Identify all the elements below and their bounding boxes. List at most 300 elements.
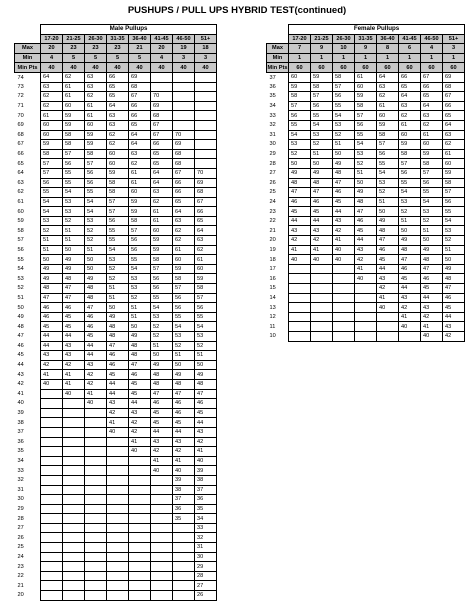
male-score-cell: 48	[195, 379, 217, 389]
male-score-cell: 48	[85, 293, 107, 303]
female-score-cell: 59	[443, 168, 465, 178]
male-score-cell	[107, 514, 129, 524]
male-max-row	[15, 44, 217, 54]
male-score-row	[15, 360, 217, 370]
female-score-cell: 46	[377, 245, 399, 255]
male-pullup-count-label: 35	[17, 448, 24, 455]
female-score-cell: 61	[443, 149, 465, 159]
male-max-value: 19	[173, 44, 195, 54]
female-score-cell: 46	[421, 274, 443, 284]
male-score-cell: 44	[129, 399, 151, 409]
female-score-cell: 44	[311, 216, 333, 226]
male-score-cell: 45	[173, 418, 195, 428]
male-score-cell	[63, 581, 85, 591]
female-score-cell: 40	[333, 245, 355, 255]
female-score-cell: 58	[377, 130, 399, 140]
male-score-row	[15, 188, 217, 198]
female-corner-blank	[267, 25, 289, 35]
male-score-cell	[151, 495, 173, 505]
male-score-cell: 40	[41, 379, 63, 389]
female-pullup-count-label: 33	[269, 112, 276, 119]
male-score-row	[15, 130, 217, 140]
male-score-row	[15, 523, 217, 533]
male-score-cell: 59	[63, 111, 85, 121]
male-score-cell: 60	[107, 149, 129, 159]
male-score-cell: 26	[195, 591, 217, 601]
male-score-cell: 49	[151, 360, 173, 370]
male-score-cell: 45	[41, 322, 63, 332]
male-score-cell: 55	[41, 188, 63, 198]
female-pullup-count-label: 12	[269, 314, 276, 321]
male-max-value: 23	[63, 44, 85, 54]
male-score-cell	[129, 475, 151, 485]
male-pullup-count-label: 31	[17, 486, 24, 493]
female-score-cell: 57	[289, 101, 311, 111]
female-score-cell: 42	[399, 303, 421, 313]
male-score-cell	[151, 581, 173, 591]
female-score-cell: 65	[399, 82, 421, 92]
male-score-cell	[85, 562, 107, 572]
male-score-cell: 42	[195, 437, 217, 447]
female-pullup-count-label: 20	[269, 237, 276, 244]
male-pullup-count-label: 56	[17, 246, 24, 253]
female-score-cell: 40	[421, 332, 443, 342]
male-score-cell: 35	[195, 504, 217, 514]
male-score-cell	[85, 456, 107, 466]
male-score-cell: 64	[41, 72, 63, 82]
female-score-cell: 50	[355, 178, 377, 188]
female-score-cell	[311, 284, 333, 294]
male-score-cell: 65	[195, 216, 217, 226]
male-score-cell	[85, 543, 107, 553]
male-age-group-header: 21-25	[63, 34, 85, 44]
male-score-cell: 56	[129, 245, 151, 255]
male-score-cell: 54	[63, 188, 85, 198]
female-score-cell: 54	[333, 111, 355, 121]
male-score-cell: 58	[151, 255, 173, 265]
male-min-value: 5	[85, 53, 107, 63]
male-score-row	[15, 293, 217, 303]
male-score-row	[15, 504, 217, 514]
female-score-cell: 58	[399, 149, 421, 159]
male-score-cell	[63, 504, 85, 514]
male-score-cell: 42	[151, 447, 173, 457]
female-min_pts-value: 60	[311, 63, 333, 73]
male-pullup-count-label: 42	[17, 381, 24, 388]
female-score-row	[267, 111, 465, 121]
male-score-cell	[195, 101, 217, 111]
female-score-cell: 51	[399, 216, 421, 226]
female-score-cell: 65	[443, 111, 465, 121]
female-score-cell: 53	[289, 140, 311, 150]
male-score-cell: 43	[151, 437, 173, 447]
male-score-cell	[151, 562, 173, 572]
male-score-cell: 62	[41, 92, 63, 102]
female-score-cell: 64	[377, 72, 399, 82]
male-score-row	[15, 149, 217, 159]
male-score-cell: 47	[129, 360, 151, 370]
male-score-cell: 44	[151, 427, 173, 437]
male-score-row	[15, 140, 217, 150]
male-min_pts-value: 40	[173, 63, 195, 73]
female-score-cell	[289, 264, 311, 274]
male-score-cell: 54	[85, 207, 107, 217]
male-score-cell: 50	[129, 322, 151, 332]
female-score-cell: 42	[355, 255, 377, 265]
male-score-cell: 65	[173, 197, 195, 207]
female-score-cell: 48	[421, 255, 443, 265]
male-score-cell: 46	[173, 399, 195, 409]
female-pullup-count-label: 11	[269, 323, 276, 330]
female-score-cell: 58	[355, 101, 377, 111]
female-score-cell: 60	[289, 72, 311, 82]
male-score-cell: 41	[63, 379, 85, 389]
male-score-cell: 47	[85, 303, 107, 313]
female-score-cell: 53	[399, 197, 421, 207]
male-score-cell: 50	[63, 245, 85, 255]
male-pullup-count-label: 58	[17, 227, 24, 234]
female-score-cell: 60	[399, 130, 421, 140]
male-score-cell	[63, 447, 85, 457]
male-score-cell: 70	[151, 92, 173, 102]
male-score-row	[15, 437, 217, 447]
male-score-cell	[195, 72, 217, 82]
female-score-cell: 43	[355, 245, 377, 255]
male-score-cell: 58	[173, 274, 195, 284]
female-score-cell: 51	[311, 149, 333, 159]
female-score-row	[267, 140, 465, 150]
female-score-cell	[333, 332, 355, 342]
male-max-value: 23	[85, 44, 107, 54]
male-score-cell: 45	[151, 408, 173, 418]
female-score-cell	[311, 293, 333, 303]
male-score-cell: 50	[85, 255, 107, 265]
male-score-cell: 48	[151, 379, 173, 389]
male-score-cell: 57	[107, 207, 129, 217]
male-score-cell: 61	[129, 168, 151, 178]
male-pullup-count-label: 25	[17, 544, 24, 551]
male-score-cell: 57	[195, 293, 217, 303]
male-min-value: 3	[195, 53, 217, 63]
male-score-cell: 47	[195, 389, 217, 399]
male-score-cell: 69	[151, 101, 173, 111]
male-pullup-count-label: 40	[17, 400, 24, 407]
male-score-cell: 37	[195, 485, 217, 495]
male-score-cell	[41, 466, 63, 476]
female-score-cell: 43	[289, 226, 311, 236]
female-pullup-count-label: 27	[269, 170, 276, 177]
male-age-group-header: 31-35	[107, 34, 129, 44]
female-score-cell	[355, 322, 377, 332]
male-score-row	[15, 168, 217, 178]
female-score-cell: 41	[333, 236, 355, 246]
female-score-row	[267, 159, 465, 169]
female-score-cell: 58	[311, 82, 333, 92]
male-score-row	[15, 389, 217, 399]
female-score-cell: 42	[311, 236, 333, 246]
male-score-cell	[173, 543, 195, 553]
female-score-cell: 55	[355, 130, 377, 140]
male-min_pts-row	[15, 63, 217, 73]
male-score-cell: 32	[195, 533, 217, 543]
female-score-cell	[311, 274, 333, 284]
female-score-cell: 66	[421, 82, 443, 92]
male-score-cell: 66	[129, 111, 151, 121]
male-score-cell: 46	[107, 351, 129, 361]
male-score-cell: 47	[151, 389, 173, 399]
male-pullup-count-label: 62	[17, 189, 24, 196]
male-score-cell: 63	[85, 82, 107, 92]
male-score-cell: 30	[195, 552, 217, 562]
female-score-cell	[333, 322, 355, 332]
male-pullup-count-label: 70	[17, 112, 24, 119]
male-score-cell: 59	[41, 140, 63, 150]
male-score-cell: 66	[173, 188, 195, 198]
male-score-cell: 55	[195, 312, 217, 322]
male-score-cell: 43	[63, 341, 85, 351]
male-score-row	[15, 120, 217, 130]
female-score-cell	[311, 332, 333, 342]
male-pullup-count-label: 33	[17, 467, 24, 474]
male-score-cell	[151, 504, 173, 514]
male-score-row	[15, 207, 217, 217]
male-score-cell	[173, 533, 195, 543]
male-score-cell: 54	[85, 197, 107, 207]
male-score-cell: 31	[195, 543, 217, 553]
male-score-cell: 45	[107, 370, 129, 380]
male-score-cell	[173, 111, 195, 121]
female-score-cell: 40	[377, 303, 399, 313]
male-score-cell	[63, 533, 85, 543]
male-pullup-count-label: 34	[17, 458, 24, 465]
page-title: PUSHUPS / PULL UPS HYBRID TEST(continued)	[127, 5, 347, 16]
female-score-cell: 48	[399, 245, 421, 255]
male-score-cell: 64	[107, 101, 129, 111]
female-score-cell: 62	[377, 92, 399, 102]
male-score-row	[15, 447, 217, 457]
male-score-row	[15, 370, 217, 380]
female-score-cell: 52	[333, 130, 355, 140]
female-score-cell: 64	[421, 101, 443, 111]
female-score-cell: 45	[289, 207, 311, 217]
female-score-row	[267, 72, 465, 82]
female-score-cell: 51	[377, 197, 399, 207]
female-score-cell: 44	[443, 312, 465, 322]
male-score-cell: 66	[173, 178, 195, 188]
female-score-cell	[333, 264, 355, 274]
male-score-cell	[107, 591, 129, 601]
male-score-cell	[129, 552, 151, 562]
male-pullup-count-label: 63	[17, 179, 24, 186]
male-score-cell: 58	[107, 188, 129, 198]
female-score-cell	[333, 293, 355, 303]
female-score-row	[267, 130, 465, 140]
female-score-cell: 54	[311, 120, 333, 130]
male-score-cell	[85, 427, 107, 437]
male-score-cell: 38	[173, 485, 195, 495]
female-score-cell	[289, 312, 311, 322]
male-score-cell: 51	[107, 293, 129, 303]
male-pullup-count-label: 24	[17, 553, 24, 560]
male-score-cell: 42	[63, 360, 85, 370]
female-score-cell: 65	[421, 92, 443, 102]
male-score-cell	[63, 485, 85, 495]
male-age-group-header: 51+	[195, 34, 217, 44]
male-score-cell: 63	[195, 236, 217, 246]
female-pullup-count-label: 35	[269, 93, 276, 100]
male-pullup-count-label: 39	[17, 410, 24, 417]
male-pullup-count-label: 27	[17, 525, 24, 532]
female-score-row	[267, 332, 465, 342]
male-score-cell: 52	[107, 274, 129, 284]
male-score-cell: 61	[151, 216, 173, 226]
female-score-cell: 40	[355, 274, 377, 284]
female-score-cell: 47	[399, 255, 421, 265]
male-pullup-count-label: 74	[17, 74, 24, 81]
male-pullup-count-label: 52	[17, 285, 24, 292]
female-score-cell: 54	[443, 216, 465, 226]
male-pullup-count-label: 29	[17, 505, 24, 512]
male-score-cell: 46	[129, 370, 151, 380]
male-score-cell	[107, 485, 129, 495]
male-score-cell	[195, 92, 217, 102]
female-score-cell: 61	[377, 101, 399, 111]
male-score-cell: 51	[63, 226, 85, 236]
male-age-header-row	[15, 34, 217, 44]
male-score-cell: 64	[129, 130, 151, 140]
female-group-row	[267, 25, 465, 35]
female-score-cell: 62	[399, 111, 421, 121]
female-score-cell: 59	[399, 140, 421, 150]
female-score-cell: 63	[377, 82, 399, 92]
female-score-row	[267, 255, 465, 265]
male-score-cell: 62	[195, 245, 217, 255]
male-score-cell: 50	[195, 360, 217, 370]
male-score-cell: 60	[63, 101, 85, 111]
female-score-cell	[355, 293, 377, 303]
male-score-cell: 53	[129, 284, 151, 294]
male-score-cell: 70	[195, 168, 217, 178]
female-score-cell: 57	[355, 111, 377, 121]
male-score-cell: 34	[195, 514, 217, 524]
female-score-cell: 63	[421, 111, 443, 121]
male-age-group-header: 36-40	[129, 34, 151, 44]
male-score-cell	[129, 571, 151, 581]
female-score-cell: 50	[443, 255, 465, 265]
female-max-value: 7	[289, 44, 311, 54]
male-score-row	[15, 552, 217, 562]
female-min_pts-row	[267, 63, 465, 73]
female-score-cell: 55	[421, 188, 443, 198]
female-max-value: 9	[355, 44, 377, 54]
male-pullup-count-label: 37	[17, 429, 24, 436]
female-score-cell	[289, 303, 311, 313]
male-score-cell: 40	[63, 389, 85, 399]
male-score-cell: 64	[151, 178, 173, 188]
male-score-cell	[41, 485, 63, 495]
female-score-cell: 54	[421, 197, 443, 207]
male-score-cell: 62	[41, 101, 63, 111]
female-score-cell	[333, 284, 355, 294]
male-score-cell	[107, 437, 129, 447]
male-min-row	[15, 53, 217, 63]
male-score-cell: 41	[85, 389, 107, 399]
male-score-cell	[173, 72, 195, 82]
male-score-cell	[129, 523, 151, 533]
male-score-cell	[85, 408, 107, 418]
female-score-cell: 56	[333, 92, 355, 102]
female-score-cell: 56	[421, 178, 443, 188]
male-min_pts-value: 40	[129, 63, 151, 73]
female-score-cell: 60	[443, 159, 465, 169]
male-score-cell	[151, 523, 173, 533]
male-score-cell: 43	[41, 351, 63, 361]
female-age-group-header: 21-25	[311, 34, 333, 44]
male-pullup-count-label: 69	[17, 122, 24, 129]
male-score-cell	[151, 543, 173, 553]
male-score-cell	[151, 485, 173, 495]
male-score-row	[15, 264, 217, 274]
female-score-cell	[311, 322, 333, 332]
male-score-row	[15, 159, 217, 169]
male-score-cell	[107, 533, 129, 543]
female-age-corner-blank	[267, 34, 289, 44]
male-score-row	[15, 408, 217, 418]
female-score-cell: 40	[333, 255, 355, 265]
male-score-cell: 59	[151, 236, 173, 246]
male-score-cell: 45	[129, 379, 151, 389]
female-pullup-count-label: 18	[269, 256, 276, 263]
male-score-cell	[41, 543, 63, 553]
female-score-cell: 44	[289, 216, 311, 226]
male-score-cell	[129, 562, 151, 572]
male-score-cell	[173, 82, 195, 92]
male-score-cell	[129, 591, 151, 601]
male-score-cell	[85, 523, 107, 533]
female-score-row	[267, 92, 465, 102]
male-score-cell: 47	[107, 341, 129, 351]
male-score-cell	[195, 130, 217, 140]
female-pullup-count-label: 14	[269, 294, 276, 301]
male-score-row	[15, 514, 217, 524]
male-score-cell: 68	[151, 111, 173, 121]
male-score-cell: 45	[85, 332, 107, 342]
female-score-cell: 40	[399, 322, 421, 332]
male-score-row	[15, 197, 217, 207]
female-min_pts-value: 60	[289, 63, 311, 73]
male-score-cell	[129, 485, 151, 495]
female-min_pts-value: 60	[399, 63, 421, 73]
male-score-cell	[63, 514, 85, 524]
male-score-cell	[173, 92, 195, 102]
male-score-cell: 62	[129, 159, 151, 169]
female-pullup-count-label: 22	[269, 218, 276, 225]
male-score-cell: 49	[63, 255, 85, 265]
male-score-cell: 57	[151, 264, 173, 274]
male-score-cell: 68	[173, 149, 195, 159]
male-score-row	[15, 226, 217, 236]
male-max-value: 20	[151, 44, 173, 54]
male-score-cell: 46	[41, 303, 63, 313]
male-score-cell: 65	[107, 92, 129, 102]
female-score-cell: 53	[311, 130, 333, 140]
male-score-row	[15, 341, 217, 351]
female-score-cell: 48	[355, 197, 377, 207]
male-score-cell: 44	[107, 389, 129, 399]
female-score-cell: 43	[311, 226, 333, 236]
male-score-cell: 47	[63, 284, 85, 294]
male-pullup-count-label: 64	[17, 170, 24, 177]
